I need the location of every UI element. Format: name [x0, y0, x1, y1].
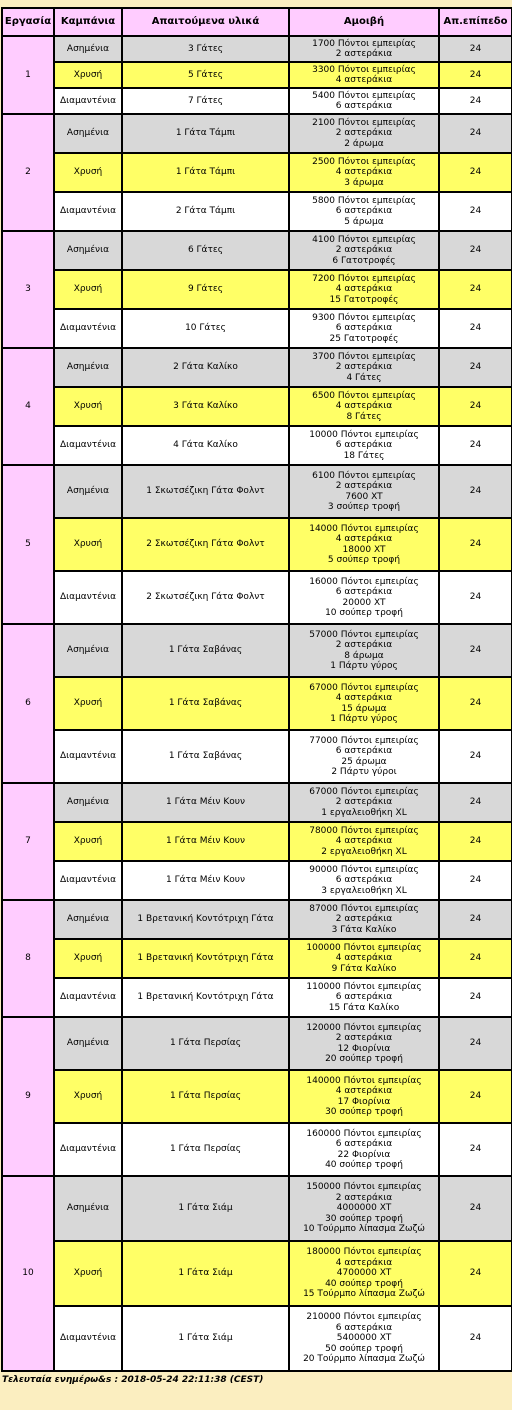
materials-cell: 2 Γάτα Καλίκο [122, 348, 289, 387]
reward-line: 180000 Πόντοι εμπειρίας [306, 1247, 422, 1258]
reward-line: 12 Φιορίνια [337, 1043, 391, 1054]
reward-line: 10 σούπερ τροφή [325, 608, 403, 618]
level-cell: 24 [439, 309, 512, 348]
reward-line: 15 Τούρμπο λίπασμα Ζωζώ [303, 1289, 425, 1300]
table-row [2, 465, 512, 518]
campaign-cell: Διαμαντένια [54, 571, 122, 624]
table-row [2, 571, 512, 624]
reward-line: 150000 Πόντοι εμπειρίας [306, 1182, 422, 1193]
reward-line: 40 σούπερ τροφή [325, 1160, 403, 1170]
header-reward: Αμοιβή [289, 8, 439, 36]
reward-line: 22 Φιορίνια [337, 1149, 391, 1160]
header-materials: Απαιτούμενα υλικά [122, 8, 289, 36]
reward-cell [289, 426, 439, 465]
level-cell: 24 [439, 1123, 512, 1176]
reward-line: 5 σούπερ τροφή [327, 555, 401, 565]
campaign-cell: Ασημένια [54, 783, 122, 822]
table-row [2, 978, 512, 1017]
table-row [2, 348, 512, 387]
materials-cell: 1 Γάτα Περσίας [122, 1017, 289, 1070]
reward-line: 16000 Πόντοι εμπειρίας [309, 576, 419, 587]
table-row [2, 231, 512, 270]
materials-cell: 1 Γάτα Μέιν Κουν [122, 822, 289, 861]
reward-cell [289, 978, 439, 1017]
table-row [2, 624, 512, 677]
level-cell: 24 [439, 900, 512, 939]
task-number: 3 [2, 231, 54, 348]
reward-line: 5 άρωμα [344, 216, 384, 227]
reward-line: 4 αστεράκια [335, 693, 393, 703]
header-campaign: Καμπάνια [54, 8, 122, 36]
reward-line: 2 εργαλειοθήκη XL [321, 846, 407, 857]
level-cell: 24 [439, 465, 512, 518]
reward-line: 8 άρωμα [344, 650, 384, 661]
level-cell: 24 [439, 270, 512, 309]
level-cell: 24 [439, 114, 512, 153]
campaign-cell: Ασημένια [54, 348, 122, 387]
reward-line: 20 σούπερ τροφή [325, 1054, 403, 1064]
reward-line: 30 σούπερ τροφή [325, 1213, 403, 1224]
reward-cell [289, 153, 439, 192]
campaign-cell: Χρυσή [54, 822, 122, 861]
table-row [2, 1306, 512, 1371]
reward-line: 3700 Πόντοι εμπειρίας [312, 351, 416, 362]
level-cell: 24 [439, 624, 512, 677]
materials-cell: 1 Γάτα Σαβάνας [122, 730, 289, 783]
header-row [2, 8, 512, 36]
reward-line: 6 αστεράκια [335, 875, 393, 886]
reward-cell [289, 783, 439, 822]
level-cell: 24 [439, 822, 512, 861]
campaign-cell: Διαμαντένια [54, 861, 122, 900]
campaign-cell: Διαμαντένια [54, 978, 122, 1017]
campaign-cell: Χρυσή [54, 153, 122, 192]
reward-line: 6 Γατοτροφές [332, 255, 396, 266]
reward-line: 3 Γάτα Καλίκο [331, 924, 397, 935]
campaign-cell: Διαμαντένια [54, 1306, 122, 1371]
level-cell: 24 [439, 518, 512, 571]
header-level: Απ.επίπεδο [439, 8, 512, 36]
materials-cell: 3 Γάτα Καλίκο [122, 387, 289, 426]
table-row [2, 1123, 512, 1176]
reward-line: 6 αστεράκια [335, 1322, 393, 1333]
reward-cell [289, 1017, 439, 1070]
tasks-table [1, 7, 512, 1372]
materials-cell: 2 Σκωτσέζικη Γάτα Φολντ [122, 518, 289, 571]
reward-line: 120000 Πόντοι εμπειρίας [306, 1022, 422, 1033]
table-body [2, 36, 512, 1371]
reward-line: 2 αστεράκια [335, 1033, 393, 1043]
materials-cell: 1 Γάτα Περσίας [122, 1123, 289, 1176]
reward-line: 4 αστεράκια [335, 284, 393, 295]
materials-cell: 1 Γάτα Σαβάνας [122, 624, 289, 677]
materials-cell: 9 Γάτες [122, 270, 289, 309]
campaign-cell: Ασημένια [54, 1017, 122, 1070]
table-row [2, 939, 512, 978]
campaign-cell: Ασημένια [54, 114, 122, 153]
reward-line: 10 Τούρμπο λίπασμα Ζωζώ [303, 1224, 425, 1235]
level-cell: 24 [439, 1306, 512, 1371]
task-number: 8 [2, 900, 54, 1017]
reward-cell [289, 1070, 439, 1123]
reward-cell [289, 900, 439, 939]
materials-cell: 1 Βρετανική Κοντότριχη Γάτα [122, 978, 289, 1017]
reward-line: 5400000 XT [336, 1333, 392, 1344]
reward-line: 3 σούπερ τροφή [327, 502, 401, 512]
campaign-cell: Διαμαντένια [54, 309, 122, 348]
materials-cell: 2 Γάτα Τάμπι [122, 192, 289, 231]
table-row [2, 36, 512, 62]
reward-line: 4 αστεράκια [335, 75, 393, 85]
reward-cell [289, 1176, 439, 1241]
reward-line: 18000 XT [342, 544, 386, 555]
reward-cell [289, 518, 439, 571]
campaign-cell: Χρυσή [54, 387, 122, 426]
level-cell: 24 [439, 939, 512, 978]
reward-line: 6100 Πόντοι εμπειρίας [312, 470, 416, 481]
level-cell: 24 [439, 36, 512, 62]
reward-line: 4 αστεράκια [335, 534, 393, 544]
materials-cell: 1 Βρετανική Κοντότριχη Γάτα [122, 939, 289, 978]
reward-line: 1 Πάρτυ γύρος [330, 661, 398, 671]
reward-line: 15 Γατοτροφές [329, 294, 399, 305]
materials-cell: 2 Σκωτσέζικη Γάτα Φολντ [122, 571, 289, 624]
table-row [2, 730, 512, 783]
level-cell: 24 [439, 861, 512, 900]
task-number: 1 [2, 36, 54, 114]
task-number: 6 [2, 624, 54, 783]
header-task: Εργασία [2, 8, 54, 36]
reward-line: 8 Γάτες [346, 411, 382, 422]
reward-line: 9300 Πόντοι εμπειρίας [312, 312, 416, 323]
reward-line: 6500 Πόντοι εμπειρίας [312, 390, 416, 401]
campaign-cell: Χρυσή [54, 518, 122, 571]
reward-line: 1 εργαλειοθήκη XL [321, 807, 407, 818]
reward-line: 18 Γάτες [343, 450, 385, 461]
campaign-cell: Χρυσή [54, 1070, 122, 1123]
campaign-cell: Ασημένια [54, 900, 122, 939]
level-cell: 24 [439, 571, 512, 624]
table-row [2, 1176, 512, 1241]
reward-cell [289, 62, 439, 88]
reward-line: 25 Γατοτροφές [329, 333, 399, 344]
reward-line: 15 Γάτα Καλίκο [328, 1002, 400, 1013]
level-cell: 24 [439, 231, 512, 270]
campaign-cell: Ασημένια [54, 36, 122, 62]
reward-line: 2 αστεράκια [335, 49, 393, 59]
reward-line: 2100 Πόντοι εμπειρίας [312, 117, 416, 128]
reward-line: 9 Γάτα Καλίκο [331, 963, 397, 974]
level-cell: 24 [439, 387, 512, 426]
reward-cell [289, 192, 439, 231]
reward-cell [289, 861, 439, 900]
task-number: 5 [2, 465, 54, 624]
reward-cell [289, 1306, 439, 1371]
materials-cell: 5 Γάτες [122, 62, 289, 88]
reward-line: 4 αστεράκια [335, 836, 393, 847]
materials-cell: 7 Γάτες [122, 88, 289, 114]
campaign-cell: Χρυσή [54, 939, 122, 978]
level-cell: 24 [439, 192, 512, 231]
reward-line: 2 αστεράκια [335, 481, 393, 491]
reward-line: 7600 XT [345, 491, 383, 502]
reward-line: 6 αστεράκια [335, 1139, 393, 1149]
level-cell: 24 [439, 348, 512, 387]
table-row [2, 426, 512, 465]
campaign-cell: Διαμαντένια [54, 730, 122, 783]
reward-cell [289, 309, 439, 348]
campaign-cell: Διαμαντένια [54, 1123, 122, 1176]
materials-cell: 6 Γάτες [122, 231, 289, 270]
reward-line: 4 αστεράκια [335, 953, 393, 964]
reward-line: 2 αστεράκια [335, 797, 393, 808]
reward-line: 20000 XT [342, 597, 386, 608]
task-number: 2 [2, 114, 54, 231]
reward-line: 160000 Πόντοι εμπειρίας [306, 1128, 422, 1139]
reward-line: 5800 Πόντοι εμπειρίας [312, 195, 416, 206]
reward-line: 2 Πάρτυ γύροι [331, 767, 397, 777]
campaign-cell: Ασημένια [54, 465, 122, 518]
level-cell: 24 [439, 1017, 512, 1070]
campaign-cell: Διαμαντένια [54, 426, 122, 465]
reward-line: 87000 Πόντοι εμπειρίας [309, 903, 419, 914]
materials-cell: 1 Γάτα Περσίας [122, 1070, 289, 1123]
reward-cell [289, 1123, 439, 1176]
campaign-cell: Χρυσή [54, 62, 122, 88]
table-row [2, 1017, 512, 1070]
level-cell: 24 [439, 426, 512, 465]
campaign-cell: Χρυσή [54, 270, 122, 309]
table-row [2, 1241, 512, 1306]
table-row [2, 861, 512, 900]
reward-line: 110000 Πόντοι εμπειρίας [306, 981, 422, 992]
materials-cell: 1 Βρετανική Κοντότριχη Γάτα [122, 900, 289, 939]
reward-line: 1 Πάρτυ γύρος [330, 714, 398, 724]
reward-line: 2 αστεράκια [335, 914, 393, 925]
reward-line: 57000 Πόντοι εμπειρίας [309, 629, 419, 640]
reward-line: 77000 Πόντοι εμπειρίας [309, 735, 419, 746]
materials-cell: 1 Γάτα Σιάμ [122, 1306, 289, 1371]
materials-cell: 1 Γάτα Σιάμ [122, 1176, 289, 1241]
reward-cell [289, 231, 439, 270]
task-number: 4 [2, 348, 54, 465]
level-cell: 24 [439, 153, 512, 192]
reward-line: 4000000 XT [336, 1203, 392, 1214]
level-cell: 24 [439, 1070, 512, 1123]
reward-line: 3 εργαλειοθήκη XL [321, 885, 407, 896]
reward-line: 1700 Πόντοι εμπειρίας [312, 38, 416, 49]
reward-line: 4 αστεράκια [335, 1086, 393, 1096]
reward-line: 6 αστεράκια [335, 587, 393, 597]
reward-line: 30 σούπερ τροφή [325, 1107, 403, 1117]
reward-line: 14000 Πόντοι εμπειρίας [309, 523, 419, 534]
reward-line: 4 αστεράκια [335, 401, 393, 412]
table-row [2, 62, 512, 88]
campaign-cell: Ασημένια [54, 231, 122, 270]
reward-cell [289, 571, 439, 624]
reward-line: 6 αστεράκια [335, 101, 393, 111]
table-row [2, 192, 512, 231]
reward-line: 4100 Πόντοι εμπειρίας [312, 234, 416, 245]
level-cell: 24 [439, 783, 512, 822]
reward-line: 3 άρωμα [344, 177, 384, 188]
level-cell: 24 [439, 1241, 512, 1306]
level-cell: 24 [439, 62, 512, 88]
reward-line: 2500 Πόντοι εμπειρίας [312, 156, 416, 167]
level-cell: 24 [439, 978, 512, 1017]
reward-cell [289, 387, 439, 426]
reward-line: 5400 Πόντοι εμπειρίας [312, 90, 416, 101]
reward-cell [289, 1241, 439, 1306]
reward-cell [289, 677, 439, 730]
reward-line: 4 αστεράκια [335, 167, 393, 178]
table-row [2, 387, 512, 426]
reward-line: 2 αστεράκια [335, 245, 393, 256]
reward-line: 4700000 XT [336, 1268, 392, 1279]
reward-cell [289, 465, 439, 518]
table-row [2, 309, 512, 348]
reward-line: 6 αστεράκια [335, 746, 393, 756]
campaign-cell: Διαμαντένια [54, 88, 122, 114]
table-row [2, 518, 512, 571]
level-cell: 24 [439, 88, 512, 114]
table-row [2, 1070, 512, 1123]
reward-line: 17 Φιορίνια [337, 1096, 391, 1107]
reward-cell [289, 624, 439, 677]
reward-line: 210000 Πόντοι εμπειρίας [306, 1312, 422, 1323]
reward-line: 67000 Πόντοι εμπειρίας [309, 682, 419, 693]
task-number: 7 [2, 783, 54, 900]
table-row [2, 88, 512, 114]
reward-cell [289, 114, 439, 153]
level-cell: 24 [439, 677, 512, 730]
reward-cell [289, 88, 439, 114]
reward-cell [289, 730, 439, 783]
reward-line: 50 σούπερ τροφή [325, 1343, 403, 1354]
materials-cell: 1 Γάτα Τάμπι [122, 114, 289, 153]
campaign-cell: Χρυσή [54, 677, 122, 730]
reward-line: 15 άρωμα [341, 703, 387, 714]
reward-line: 6 αστεράκια [335, 206, 393, 217]
reward-cell [289, 348, 439, 387]
reward-cell [289, 36, 439, 62]
materials-cell: 1 Σκωτσέζικη Γάτα Φολντ [122, 465, 289, 518]
reward-line: 40 σούπερ τροφή [325, 1278, 403, 1289]
table-row [2, 783, 512, 822]
table-row [2, 677, 512, 730]
task-number: 9 [2, 1017, 54, 1176]
level-cell: 24 [439, 1176, 512, 1241]
materials-cell: 10 Γάτες [122, 309, 289, 348]
reward-line: 25 άρωμα [341, 756, 387, 767]
campaign-cell: Διαμαντένια [54, 192, 122, 231]
campaign-cell: Ασημένια [54, 1176, 122, 1241]
table-row [2, 822, 512, 861]
reward-line: 6 αστεράκια [335, 440, 393, 451]
reward-line: 2 αστεράκια [335, 1192, 393, 1203]
table-row [2, 114, 512, 153]
reward-line: 6 αστεράκια [335, 323, 393, 334]
table-row [2, 900, 512, 939]
materials-cell: 1 Γάτα Μέιν Κουν [122, 861, 289, 900]
campaign-cell: Χρυσή [54, 1241, 122, 1306]
reward-line: 67000 Πόντοι εμπειρίας [309, 786, 419, 797]
reward-line: 2 άρωμα [344, 138, 384, 149]
reward-line: 20 Τούρμπο λίπασμα Ζωζώ [303, 1354, 425, 1365]
reward-line: 100000 Πόντοι εμπειρίας [306, 942, 422, 953]
reward-cell [289, 270, 439, 309]
reward-line: 7200 Πόντοι εμπειρίας [312, 273, 416, 284]
materials-cell: 3 Γάτες [122, 36, 289, 62]
task-number: 10 [2, 1176, 54, 1371]
reward-line: 3300 Πόντοι εμπειρίας [312, 64, 416, 75]
reward-line: 4 αστεράκια [335, 1257, 393, 1268]
reward-line: 2 αστεράκια [335, 640, 393, 650]
table-row [2, 270, 512, 309]
reward-cell [289, 939, 439, 978]
reward-line: 140000 Πόντοι εμπειρίας [306, 1075, 422, 1086]
reward-line: 2 αστεράκια [335, 128, 393, 139]
materials-cell: 1 Γάτα Μέιν Κουν [122, 783, 289, 822]
reward-cell [289, 822, 439, 861]
reward-line: 2 αστεράκια [335, 362, 393, 373]
level-cell: 24 [439, 730, 512, 783]
campaign-cell: Ασημένια [54, 624, 122, 677]
reward-line: 78000 Πόντοι εμπειρίας [309, 825, 419, 836]
reward-line: 10000 Πόντοι εμπειρίας [309, 429, 419, 440]
reward-line: 90000 Πόντοι εμπειρίας [309, 864, 419, 875]
materials-cell: 1 Γάτα Σιάμ [122, 1241, 289, 1306]
materials-cell: 1 Γάτα Σαβάνας [122, 677, 289, 730]
reward-line: 6 αστεράκια [335, 992, 393, 1003]
materials-cell: 4 Γάτα Καλίκο [122, 426, 289, 465]
reward-line: 4 Γάτες [346, 372, 382, 383]
materials-cell: 1 Γάτα Τάμπι [122, 153, 289, 192]
last-updated: Τελευταία ενημέρω&s : 2018-05-24 22:11:38 (CEST) [2, 1375, 264, 1385]
table-row [2, 153, 512, 192]
